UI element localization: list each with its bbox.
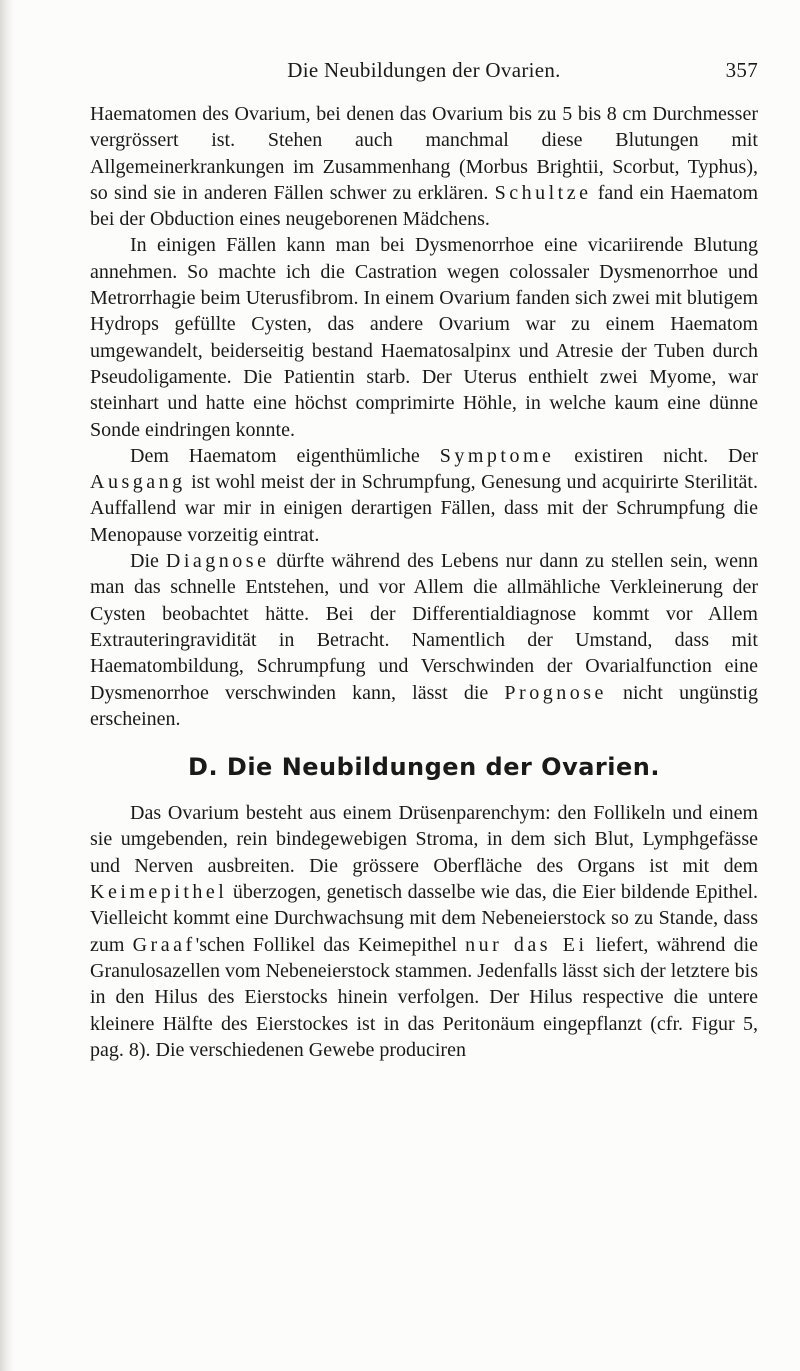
term-nur-das-ei: nur das Ei xyxy=(465,933,588,956)
running-head-title: Die Neubildungen der Ovarien. xyxy=(287,58,561,82)
paragraph-text: Dem Haematom eigenthümliche xyxy=(130,444,440,467)
paragraph-text: ist wohl meist der in Schrumpfung, Genesung und acquirirte Sterilität. Auffallend war mir in einigen derartigen Fällen, dass mit der Schrumpfung die Menopause vorzeitig eintrat. xyxy=(90,471,758,546)
paragraph-text: existiren nicht. Der xyxy=(554,444,758,467)
paragraph-dysmenorrhoe: In einigen Fällen kann man bei Dysmenorrhoe eine vicariirende Blutung annehmen. So machte ich die Castration wegen colossaler Dysmenorrhoe und Metrorrhagie beim Uterusfibrom. In einem Ovarium fanden sich zwei mit blutigem Hydrops gefüllte Cysten, das andere Ovarium war zu einem Haematom umgewandelt, beiderseitig bestand Haematosalpinx und Atresie der Tuben durch Pseudoligamente. Die Patientin starb. Der Uterus enthielt zwei Myome, war steinhart und hatte eine höchst comprimirte Höhle, in welche kaum eine dünne Sonde eindringen konnte. xyxy=(90,234,758,441)
term-prognose: Prognose xyxy=(504,681,607,704)
paragraph-haematomen xyxy=(90,101,758,232)
running-head xyxy=(90,58,758,88)
section-heading: D. Die Neubildungen der Ovarien. xyxy=(188,753,660,782)
page-number: 357 xyxy=(725,58,758,82)
paragraph-text: dürfte während des Lebens nur dann zu stellen sein, wenn man das schnelle Entstehen, und vor Allem die allmähliche Verkleinerung der Cysten beobachtet hätte. Bei der Differentialdiagnose kommt vor Allem Extrauteringravidität in Betracht. Namentlich der Umstand, dass mit Haematombildung, Schrumpfung und Verschwinden der Ovarialfunction eine Dysmenorrhoe verschwinden kann, lässt die xyxy=(90,550,758,704)
paragraph-diagnose xyxy=(90,548,758,732)
paragraph-text: Haematomen des Ovarium, bei denen das Ovarium bis zu 5 bis 8 cm Durchmesser vergrössert ist. Stehen auch manchmal diese Blutungen mit Allgemeinerkrankungen im Zusammenhang (Morbus Brightii, Scorbut, Typhus), so sind sie in anderen Fällen schwer zu erklären. xyxy=(90,103,758,204)
author-name-schultze: Schultze xyxy=(494,181,592,204)
body-text xyxy=(90,101,758,1063)
term-symptome: Symptome xyxy=(439,444,555,467)
term-diagnose: Diagnose xyxy=(165,550,270,573)
term-ausgang: Ausgang xyxy=(90,471,186,494)
paragraph-symptome xyxy=(90,443,758,548)
author-name-graaf: Graaf xyxy=(132,933,196,956)
paragraph-text: liefert, während die Granulosazellen vom Nebeneierstock stammen. Jedenfalls lässt sich der letztere bis in den Hilus des Eierstocks hinein verfolgen. Der Hilus respective die untere kleinere Hälfte des Eierstockes ist in das Peritonäum eingepflanzt (cfr. Figur 5, pag. 8). Die verschiedenen Gewebe produciren xyxy=(90,933,759,1061)
paragraph-text: Das Ovarium besteht aus einem Drüsenparenchym: den Follikeln und einem sie umgebenden, rein bindegewebigen Stroma, in dem sich Blut, Lymphgefässe und Nerven ausbreiten. Die grössere Oberfläche des Organs ist mit dem xyxy=(90,802,758,877)
paragraph-text: Die xyxy=(130,550,166,573)
paragraph-ovarium-structure xyxy=(90,800,758,1063)
paragraph-text: nicht ungünstig erscheinen. xyxy=(90,681,758,730)
paragraph-text: fand ein Haematom bei der Obduction eines neugeborenen Mädchens. xyxy=(90,181,759,231)
page-edge-shadow xyxy=(0,0,14,1371)
paragraph-text: überzogen, genetisch dasselbe wie das, die Eier bildende Epithel. Vielleicht kommt eine Durchwachsung mit dem Nebeneierstock so zu Stande, dass zum xyxy=(90,881,758,956)
paragraph-text: 'schen Follikel das Keimepithel xyxy=(195,933,466,956)
term-keimepithel: Keimepithel xyxy=(90,881,228,904)
